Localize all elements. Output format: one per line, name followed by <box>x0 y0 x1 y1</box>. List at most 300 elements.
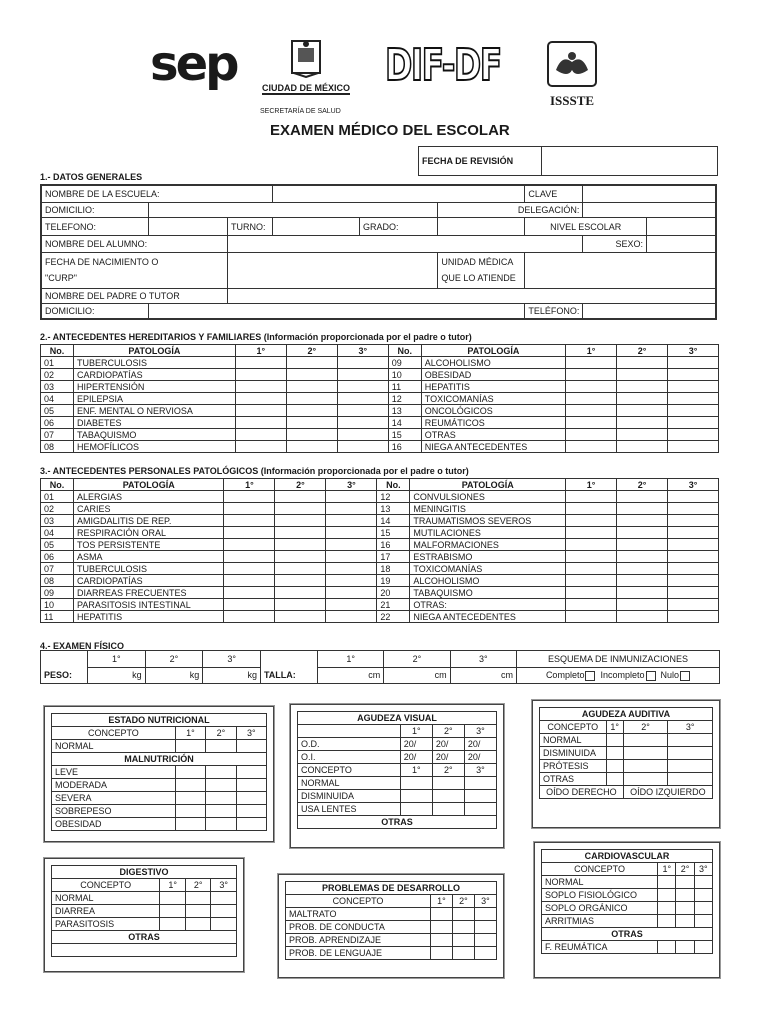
grade-checkbox[interactable] <box>224 551 275 563</box>
grade-cell[interactable] <box>676 876 694 889</box>
grade-cell[interactable] <box>160 892 186 905</box>
grade-checkbox[interactable] <box>235 357 286 369</box>
grado-field[interactable] <box>438 218 525 235</box>
grade-cell[interactable] <box>668 760 713 773</box>
column-header: PATOLOGÍA <box>74 345 236 357</box>
grade-checkbox[interactable] <box>326 515 377 527</box>
grade-checkbox[interactable] <box>668 429 719 441</box>
od-1-field[interactable]: 20/ <box>400 738 432 751</box>
grade-checkbox[interactable] <box>326 599 377 611</box>
grade-checkbox[interactable] <box>235 381 286 393</box>
grade-checkbox[interactable] <box>566 441 617 453</box>
peso-2-field[interactable] <box>145 667 203 684</box>
grade-checkbox[interactable] <box>286 369 337 381</box>
grade-cell[interactable] <box>400 790 432 803</box>
grade-cell[interactable] <box>658 915 676 928</box>
grade-checkbox[interactable] <box>275 515 326 527</box>
oi-2-field[interactable]: 20/ <box>432 751 464 764</box>
grade-cell[interactable] <box>185 892 211 905</box>
estado-nutricional-box <box>44 706 274 842</box>
grade-checkbox[interactable] <box>668 369 719 381</box>
grade-checkbox[interactable] <box>566 515 617 527</box>
column-header: 3° <box>668 479 719 491</box>
grade-cell[interactable] <box>658 889 676 902</box>
telefono-field[interactable] <box>149 218 228 235</box>
table-row <box>540 760 713 773</box>
pathology-label: ASMA <box>74 551 224 563</box>
pathology-label: ALCOHOLISMO <box>410 575 566 587</box>
grade-checkbox[interactable] <box>286 405 337 417</box>
grade-checkbox[interactable] <box>668 587 719 599</box>
grade-cell[interactable] <box>185 918 211 931</box>
cell[interactable] <box>175 740 205 753</box>
grade-checkbox[interactable] <box>668 393 719 405</box>
grade-checkbox[interactable] <box>617 539 668 551</box>
table-row <box>52 892 237 905</box>
row-number: 11 <box>41 611 74 623</box>
grade-cell[interactable] <box>676 902 694 915</box>
hereditarios-table <box>40 344 719 453</box>
grade-checkbox[interactable] <box>566 563 617 575</box>
grade-checkbox[interactable] <box>275 611 326 623</box>
grade-cell[interactable] <box>676 915 694 928</box>
table-row <box>41 575 719 587</box>
row-number: 10 <box>388 369 421 381</box>
grade-checkbox[interactable] <box>668 491 719 503</box>
grade-checkbox[interactable] <box>566 527 617 539</box>
talla-2-field[interactable] <box>384 667 450 684</box>
personales-table <box>40 478 719 623</box>
grade-checkbox[interactable] <box>668 599 719 611</box>
grade-checkbox[interactable] <box>566 405 617 417</box>
agudeza-visual-box <box>290 704 504 848</box>
grade-checkbox[interactable] <box>617 515 668 527</box>
grade-checkbox[interactable] <box>617 405 668 417</box>
column-header: 2° <box>617 479 668 491</box>
nombre-escuela-field[interactable] <box>273 186 525 203</box>
digestivo-otras-field[interactable] <box>52 944 237 957</box>
grade-cell[interactable] <box>236 779 266 792</box>
grade-checkbox[interactable] <box>668 441 719 453</box>
completo-checkbox[interactable] <box>585 671 595 681</box>
grade-cell[interactable] <box>160 918 186 931</box>
grade-checkbox[interactable] <box>566 357 617 369</box>
grade-checkbox[interactable] <box>286 417 337 429</box>
nombre-alumno-field[interactable] <box>228 235 583 252</box>
grade-2-header: 2° <box>452 895 474 908</box>
row-number: 09 <box>388 357 421 369</box>
visual-title: AGUDEZA VISUAL <box>298 712 497 725</box>
grade-checkbox[interactable] <box>617 611 668 623</box>
grade-checkbox[interactable] <box>668 515 719 527</box>
peso-1-field[interactable] <box>88 667 146 684</box>
grade-checkbox[interactable] <box>235 369 286 381</box>
grade-cell[interactable] <box>623 734 668 747</box>
grade-checkbox[interactable] <box>337 393 388 405</box>
sexo-field[interactable] <box>647 235 716 252</box>
grade-cell[interactable] <box>185 905 211 918</box>
grade-cell[interactable] <box>464 777 496 790</box>
grade-cell[interactable] <box>474 934 496 947</box>
grade-checkbox[interactable] <box>566 381 617 393</box>
grade-checkbox[interactable] <box>668 539 719 551</box>
table-row <box>286 921 497 934</box>
grade-cell[interactable] <box>474 921 496 934</box>
incompleto-checkbox[interactable] <box>646 671 656 681</box>
talla-1-field[interactable] <box>317 667 383 684</box>
grade-checkbox[interactable] <box>566 429 617 441</box>
grade-cell[interactable] <box>623 773 668 786</box>
cell[interactable] <box>658 941 676 954</box>
grade-checkbox[interactable] <box>668 551 719 563</box>
grade-checkbox[interactable] <box>326 503 377 515</box>
grade-cell[interactable] <box>211 905 237 918</box>
concept-label: NORMAL <box>298 777 401 790</box>
grade-cell[interactable] <box>452 947 474 960</box>
grade-checkbox[interactable] <box>617 599 668 611</box>
grade-checkbox[interactable] <box>617 503 668 515</box>
grade-cell[interactable] <box>694 876 712 889</box>
grade-checkbox[interactable] <box>326 539 377 551</box>
grade-cell[interactable] <box>474 908 496 921</box>
examen-fisico-table <box>40 650 720 684</box>
concept-label: DISMINUIDA <box>298 790 401 803</box>
grade-cell[interactable] <box>658 876 676 889</box>
grade-checkbox[interactable] <box>326 527 377 539</box>
personales-note: (Información proporcionada por el padre o tutor) <box>260 466 469 476</box>
grade-checkbox[interactable] <box>617 491 668 503</box>
pathology-label: OTRAS <box>421 429 565 441</box>
grade-checkbox[interactable] <box>224 563 275 575</box>
grade-checkbox[interactable] <box>668 575 719 587</box>
grade-1-header: 1° <box>606 721 623 734</box>
grade-checkbox[interactable] <box>275 599 326 611</box>
domicilio-field[interactable] <box>149 203 438 218</box>
grade-checkbox[interactable] <box>668 381 719 393</box>
grade-checkbox[interactable] <box>286 393 337 405</box>
kg-unit: kg <box>247 670 257 681</box>
grade-checkbox[interactable] <box>326 575 377 587</box>
grade-cell[interactable] <box>430 947 452 960</box>
concept-label: NORMAL <box>540 734 607 747</box>
grade-cell[interactable] <box>668 773 713 786</box>
grade-cell[interactable] <box>206 792 236 805</box>
fecha-nacimiento-field[interactable] <box>228 253 438 289</box>
row-number: 11 <box>388 381 421 393</box>
grade-checkbox[interactable] <box>617 369 668 381</box>
padre-tutor-field[interactable] <box>228 288 716 303</box>
grade-checkbox[interactable] <box>326 551 377 563</box>
grade-checkbox[interactable] <box>337 441 388 453</box>
grade-checkbox[interactable] <box>275 491 326 503</box>
grade-checkbox[interactable] <box>668 357 719 369</box>
grade-cell[interactable] <box>606 760 623 773</box>
grade-cell[interactable] <box>474 947 496 960</box>
grade-cell[interactable] <box>430 908 452 921</box>
grade-checkbox[interactable] <box>617 417 668 429</box>
grade-cell[interactable] <box>452 934 474 947</box>
talla-3-field[interactable] <box>450 667 516 684</box>
grade-checkbox[interactable] <box>566 491 617 503</box>
grade-cell[interactable] <box>175 779 205 792</box>
grade-cell[interactable] <box>400 803 432 816</box>
grade-cell[interactable] <box>432 777 464 790</box>
grade-3-header: 3° <box>236 727 266 740</box>
fecha-nac-text: FECHA DE NACIMIENTO O <box>45 257 159 268</box>
grade-cell[interactable] <box>606 773 623 786</box>
peso-3-field[interactable] <box>203 667 261 684</box>
grade-checkbox[interactable] <box>275 539 326 551</box>
grade-checkbox[interactable] <box>224 611 275 623</box>
grade-cell[interactable] <box>236 792 266 805</box>
grade-checkbox[interactable] <box>286 381 337 393</box>
grade-checkbox[interactable] <box>326 587 377 599</box>
row-number: 03 <box>41 515 74 527</box>
concept-label: NORMAL <box>542 876 658 889</box>
grade-checkbox[interactable] <box>275 503 326 515</box>
grade-checkbox[interactable] <box>235 429 286 441</box>
grade-checkbox[interactable] <box>275 587 326 599</box>
grade-cell[interactable] <box>694 915 712 928</box>
grade-checkbox[interactable] <box>224 587 275 599</box>
grade-2-header: 2° <box>676 863 694 876</box>
grade-checkbox[interactable] <box>224 599 275 611</box>
table-row <box>286 934 497 947</box>
grade-checkbox[interactable] <box>566 369 617 381</box>
grade-cell[interactable] <box>606 747 623 760</box>
grade-checkbox[interactable] <box>668 527 719 539</box>
concept-label: SOPLO FISIOLÓGICO <box>542 889 658 902</box>
concept-label: SOPLO ORGÁNICO <box>542 902 658 915</box>
row-number: 10 <box>41 599 74 611</box>
row-number: 15 <box>377 527 410 539</box>
table-row <box>41 527 719 539</box>
grade-cell[interactable] <box>668 734 713 747</box>
kg-unit: kg <box>189 670 200 681</box>
nivel-escolar-field[interactable] <box>647 218 716 235</box>
grade-cell[interactable] <box>452 921 474 934</box>
grade-checkbox[interactable] <box>668 611 719 623</box>
row-number: 01 <box>41 357 74 369</box>
grade-cell[interactable] <box>606 734 623 747</box>
grade-cell[interactable] <box>452 908 474 921</box>
cell[interactable] <box>694 941 712 954</box>
clave-field[interactable] <box>583 186 716 203</box>
grade-cell[interactable] <box>658 902 676 915</box>
od-3-field[interactable]: 20/ <box>464 738 496 751</box>
grade-checkbox[interactable] <box>275 563 326 575</box>
grade-checkbox[interactable] <box>275 575 326 587</box>
kg-unit: kg <box>132 670 142 681</box>
grade-1-header: 1° <box>400 725 432 738</box>
grade-cell[interactable] <box>400 777 432 790</box>
od-2-field[interactable]: 20/ <box>432 738 464 751</box>
grade-checkbox[interactable] <box>566 393 617 405</box>
grade-2-header: 2° <box>432 725 464 738</box>
grade-checkbox[interactable] <box>275 551 326 563</box>
grade-cell[interactable] <box>694 902 712 915</box>
grade-cell[interactable] <box>623 747 668 760</box>
table-row <box>41 587 719 599</box>
grade-cell[interactable] <box>175 792 205 805</box>
pathology-label: CARDIOPATÍAS <box>74 575 224 587</box>
column-header: No. <box>388 345 421 357</box>
grade-cell[interactable] <box>175 818 205 831</box>
grade-cell[interactable] <box>430 921 452 934</box>
digestivo-title: DIGESTIVO <box>52 866 237 879</box>
grade-checkbox[interactable] <box>337 417 388 429</box>
grade-checkbox[interactable] <box>566 503 617 515</box>
grade-cell[interactable] <box>236 805 266 818</box>
pathology-label: TABAQUISMO <box>74 429 236 441</box>
grade-checkbox[interactable] <box>235 417 286 429</box>
grade-cell[interactable] <box>668 747 713 760</box>
grade-checkbox[interactable] <box>337 429 388 441</box>
table-row <box>542 902 713 915</box>
grade-cell[interactable] <box>694 889 712 902</box>
grade-checkbox[interactable] <box>566 417 617 429</box>
fecha-revision-field[interactable] <box>542 147 718 176</box>
grade-cell[interactable] <box>175 766 205 779</box>
turno-field[interactable] <box>273 218 360 235</box>
nulo-checkbox[interactable] <box>680 671 690 681</box>
grade-cell[interactable] <box>432 803 464 816</box>
cell[interactable] <box>206 740 236 753</box>
grade-cell[interactable] <box>464 790 496 803</box>
row-number: 08 <box>41 441 74 453</box>
grade-checkbox[interactable] <box>668 503 719 515</box>
grade-checkbox[interactable] <box>566 551 617 563</box>
pathology-label: RESPIRACIÓN ORAL <box>74 527 224 539</box>
grade-checkbox[interactable] <box>566 611 617 623</box>
grade-checkbox[interactable] <box>566 587 617 599</box>
grade-checkbox[interactable] <box>566 539 617 551</box>
digestivo-box <box>44 858 244 972</box>
grade-checkbox[interactable] <box>617 357 668 369</box>
grade-checkbox[interactable] <box>337 357 388 369</box>
table-row <box>52 766 267 779</box>
grade-checkbox[interactable] <box>224 503 275 515</box>
row-number: 05 <box>41 405 74 417</box>
sep-logo: sep <box>150 36 237 92</box>
oido-izquierdo-label: OÍDO IZQUIERDO <box>623 786 712 799</box>
grade-checkbox[interactable] <box>617 381 668 393</box>
grade-cell[interactable] <box>623 760 668 773</box>
table-row <box>41 539 719 551</box>
grade-cell[interactable] <box>236 766 266 779</box>
grade-cell[interactable] <box>160 905 186 918</box>
delegacion-field[interactable] <box>583 203 716 218</box>
issste-logo <box>540 40 604 109</box>
grade-checkbox[interactable] <box>326 611 377 623</box>
grade-cell[interactable] <box>206 779 236 792</box>
grade-checkbox[interactable] <box>617 575 668 587</box>
grade-checkbox[interactable] <box>566 575 617 587</box>
grade-cell[interactable] <box>206 818 236 831</box>
grade-cell[interactable] <box>211 892 237 905</box>
grade-checkbox[interactable] <box>224 527 275 539</box>
grade-checkbox[interactable] <box>617 527 668 539</box>
grade-checkbox[interactable] <box>566 599 617 611</box>
table-row <box>41 599 719 611</box>
malnutricion-label: MALNUTRICIÓN <box>52 753 267 766</box>
oi-1-field[interactable]: 20/ <box>400 751 432 764</box>
unidad-medica-field[interactable] <box>525 253 716 289</box>
grade-checkbox[interactable] <box>224 539 275 551</box>
row-number: 03 <box>41 381 74 393</box>
grade-cell[interactable] <box>432 790 464 803</box>
grade-cell[interactable] <box>236 818 266 831</box>
grade-checkbox[interactable] <box>668 417 719 429</box>
pathology-label: TABAQUISMO <box>410 587 566 599</box>
grade-cell[interactable] <box>206 805 236 818</box>
grade-checkbox[interactable] <box>326 491 377 503</box>
auditiva-title: AGUDEZA AUDITIVA <box>540 708 713 721</box>
grade-checkbox[interactable] <box>337 405 388 417</box>
grade-checkbox[interactable] <box>668 563 719 575</box>
grade-checkbox[interactable] <box>224 575 275 587</box>
grade-3-header: 3° <box>464 764 496 777</box>
cell[interactable] <box>236 740 266 753</box>
grade-cell[interactable] <box>211 918 237 931</box>
grade-checkbox[interactable] <box>235 393 286 405</box>
table-row <box>41 393 719 405</box>
grade-checkbox[interactable] <box>286 357 337 369</box>
grade-checkbox[interactable] <box>224 491 275 503</box>
pathology-label: DIABETES <box>74 417 236 429</box>
grade-checkbox[interactable] <box>617 441 668 453</box>
grade-checkbox[interactable] <box>326 563 377 575</box>
grade-checkbox[interactable] <box>668 405 719 417</box>
grade-checkbox[interactable] <box>286 429 337 441</box>
issste-label: ISSSTE <box>549 93 595 108</box>
grade-cell[interactable] <box>206 766 236 779</box>
grade-checkbox[interactable] <box>286 441 337 453</box>
pathology-label: ALCOHOLISMO <box>421 357 565 369</box>
grade-checkbox[interactable] <box>617 551 668 563</box>
oi-3-field[interactable]: 20/ <box>464 751 496 764</box>
table-row <box>540 773 713 786</box>
talla-grade-2: 2° <box>384 651 450 668</box>
grade-cell[interactable] <box>430 934 452 947</box>
cardio-otras-label: OTRAS <box>542 928 713 941</box>
pathology-label: ALERGIAS <box>74 491 224 503</box>
pathology-label: HEPATITIS <box>74 611 224 623</box>
grade-checkbox[interactable] <box>337 381 388 393</box>
telefono2-field[interactable] <box>583 303 716 318</box>
grade-cell[interactable] <box>175 805 205 818</box>
grade-checkbox[interactable] <box>235 441 286 453</box>
concept-label: DISMINUIDA <box>540 747 607 760</box>
grade-checkbox[interactable] <box>275 527 326 539</box>
cm-unit: cm <box>501 670 513 681</box>
grade-cell[interactable] <box>676 889 694 902</box>
grade-1-header: 1° <box>430 895 452 908</box>
column-header: 3° <box>326 479 377 491</box>
grade-cell[interactable] <box>464 803 496 816</box>
column-header: 2° <box>275 479 326 491</box>
grade-checkbox[interactable] <box>224 515 275 527</box>
grade-checkbox[interactable] <box>337 369 388 381</box>
grade-checkbox[interactable] <box>617 563 668 575</box>
domicilio2-field[interactable] <box>149 303 525 318</box>
grade-checkbox[interactable] <box>617 587 668 599</box>
row-number: 12 <box>388 393 421 405</box>
grade-checkbox[interactable] <box>617 393 668 405</box>
cell[interactable] <box>676 941 694 954</box>
grade-checkbox[interactable] <box>235 405 286 417</box>
grade-checkbox[interactable] <box>617 429 668 441</box>
